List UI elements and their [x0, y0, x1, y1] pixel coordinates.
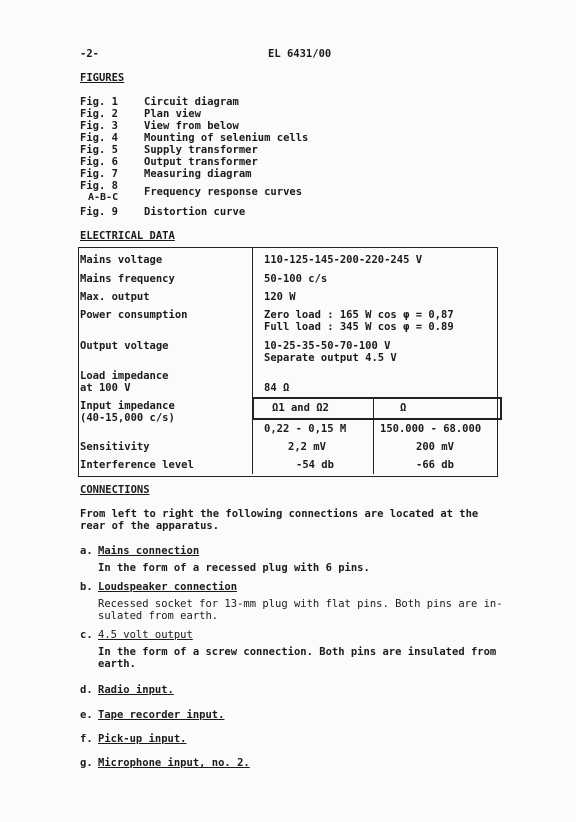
figure-description: Frequency response curves: [144, 186, 303, 198]
connections-intro-line: rear of the apparatus.: [80, 520, 220, 532]
figure-label: Fig. 2: [80, 108, 118, 120]
impedance-value-left: 0,22 - 0,15 M: [264, 423, 347, 435]
row-value: Zero load : 165 W cos φ = 0,87: [264, 309, 454, 321]
connection-title: Loudspeaker connection: [98, 581, 238, 593]
row-label: Output voltage: [80, 340, 169, 352]
figure-description: Mounting of selenium cells: [144, 132, 309, 144]
connection-title: Tape recorder input.: [98, 709, 225, 721]
table-divider: [252, 248, 253, 474]
row-label: at 100 V: [80, 382, 131, 394]
electrical-data-heading: ELECTRICAL DATA: [80, 230, 175, 242]
figure-label: Fig. 7: [80, 168, 118, 180]
row-label: (40-15,000 c/s): [80, 412, 175, 424]
figure-description: Distortion curve: [144, 206, 246, 218]
row-value: 120 W: [264, 291, 296, 303]
row-value: 110-125-145-200-220-245 V: [264, 254, 423, 266]
row-value: Separate output 4.5 V: [264, 352, 397, 364]
connections-heading: CONNECTIONS: [80, 484, 150, 496]
connection-text: Recessed socket for 13-mm plug with flat pins. Both pins are in-: [98, 598, 503, 610]
figure-label: Fig. 8: [80, 180, 118, 192]
connection-letter: b.: [80, 581, 93, 593]
row-label: Power consumption: [80, 309, 188, 321]
figure-description: Circuit diagram: [144, 96, 239, 108]
impedance-value-right: 150.000 - 68.000: [380, 423, 482, 435]
subtable-divider: [373, 398, 374, 474]
figure-label: Fig. 3: [80, 120, 118, 132]
row-value: Full load : 345 W cos φ = 0.89: [264, 321, 454, 333]
interference-right: -66 db: [416, 459, 454, 471]
connection-text: sulated from earth.: [98, 610, 219, 622]
row-value: 10-25-35-50-70-100 V: [264, 340, 391, 352]
connection-text: earth.: [98, 658, 136, 670]
connection-title: 4.5 volt output: [98, 629, 193, 641]
figure-description: Supply transformer: [144, 144, 258, 156]
connection-title: Microphone input, no. 2.: [98, 757, 250, 769]
connection-letter: c.: [80, 629, 93, 641]
page-number: -2-: [80, 48, 99, 60]
connections-intro-line: From left to right the following connections are located at the: [80, 508, 479, 520]
connection-title: Pick-up input.: [98, 733, 187, 745]
row-label: Max. output: [80, 291, 150, 303]
figure-label: Fig. 9: [80, 206, 118, 218]
connection-letter: f.: [80, 733, 93, 745]
row-value: 84 Ω: [264, 382, 290, 394]
row-label: Interference level: [80, 459, 194, 471]
document-reference: EL 6431/00: [268, 48, 332, 60]
connection-title: Mains connection: [98, 545, 200, 557]
row-label: Mains voltage: [80, 254, 163, 266]
connection-letter: a.: [80, 545, 93, 557]
row-value: 50-100 c/s: [264, 273, 328, 285]
figure-description: Output transformer: [144, 156, 258, 168]
sensitivity-left: 2,2 mV: [288, 441, 326, 453]
subtable-header-left: Ω1 and Ω2: [272, 402, 329, 414]
connection-letter: e.: [80, 709, 93, 721]
row-label: Input impedance: [80, 400, 175, 412]
figure-label: Fig. 4: [80, 132, 118, 144]
figure-description: Measuring diagram: [144, 168, 252, 180]
figures-heading: FIGURES: [80, 72, 125, 84]
figure-label: Fig. 1: [80, 96, 118, 108]
connection-title: Radio input.: [98, 684, 174, 696]
connection-text: In the form of a recessed plug with 6 pins.: [98, 562, 370, 574]
row-label: Sensitivity: [80, 441, 150, 453]
figure-label: Fig. 5: [80, 144, 118, 156]
connection-text: In the form of a screw connection. Both pins are insulated from: [98, 646, 497, 658]
row-label: Load impedance: [80, 370, 169, 382]
figure-label: A-B-C: [88, 192, 119, 203]
row-label: Mains frequency: [80, 273, 175, 285]
interference-left: -54 db: [296, 459, 334, 471]
sensitivity-right: 200 mV: [416, 441, 454, 453]
figure-description: View from below: [144, 120, 239, 132]
subtable-header-right: Ω: [400, 402, 407, 414]
figure-description: Plan view: [144, 108, 201, 120]
figure-label: Fig. 6: [80, 156, 118, 168]
connection-letter: g.: [80, 757, 93, 769]
connection-letter: d.: [80, 684, 93, 696]
